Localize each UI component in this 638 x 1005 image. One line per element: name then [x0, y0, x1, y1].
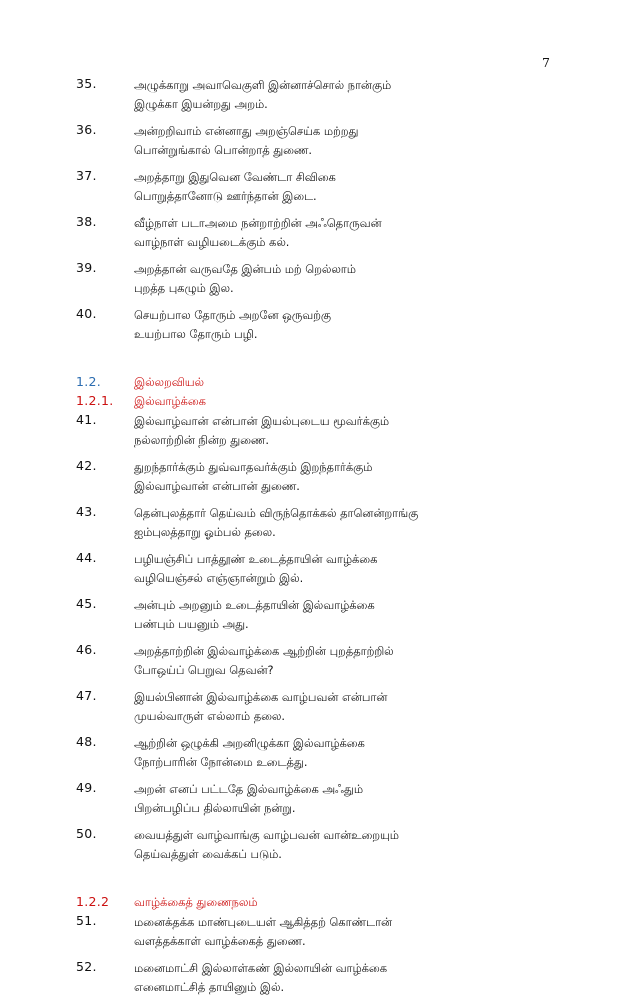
verse-line-1: ஆற்றின் ஒழுக்கி அறனிழுக்கா இல்வாழ்க்கை: [134, 736, 365, 750]
verse-line-2: வழியெஞ்சல் எஞ்ஞான்றும் இல்.: [134, 571, 304, 585]
section-title: வாழ்க்கைத் துணைநலம்: [134, 895, 258, 909]
verse-line-2: ஐம்புலத்தாறு ஓம்பல் தலை.: [134, 525, 276, 539]
verse-item: [76, 76, 576, 122]
verse-line-2: பண்பும் பயனும் அது.: [134, 617, 249, 631]
verse-number: 48.: [76, 734, 97, 749]
verse-line-1: இல்வாழ்வான் என்பான் இயல்புடைய மூவர்க்கும்: [134, 414, 390, 428]
verse-line-2: இல்வாழ்வான் என்பான் துணை.: [134, 479, 300, 493]
verse-line-1: அறத்தாறு இதுவென வேண்டா சிவிகை: [134, 170, 336, 184]
verse-number: 41.: [76, 412, 97, 427]
verse-line-1: வையத்துள் வாழ்வாங்கு வாழ்பவன் வான்உறையும்: [134, 828, 399, 842]
verse-line-2: போஒய்ப் பெறுவ தெவன்?: [134, 663, 274, 677]
verse-item: [76, 504, 576, 550]
verse-item: [76, 306, 576, 352]
verse-block-2: [76, 412, 576, 872]
verse-line-1: அழுக்காறு அவாவெகுளி இன்னாச்சொல் நான்கும்: [134, 78, 392, 92]
verse-line-2: முயல்வாருள் எல்லாம் தலை.: [134, 709, 285, 723]
verse-item: [76, 642, 576, 688]
section-heading-1-2-1: [76, 393, 576, 412]
verse-line-1: இயல்பினான் இல்வாழ்க்கை வாழ்பவன் என்பான்: [134, 690, 388, 704]
verse-line-2: உயற்பால தோரும் பழி.: [134, 327, 258, 341]
verse-item: [76, 688, 576, 734]
section-number: 1.2.: [76, 374, 102, 389]
verse-item: [76, 780, 576, 826]
section-number: 1.2.2: [76, 894, 110, 909]
verse-number: 44.: [76, 550, 97, 565]
verse-item: [76, 122, 576, 168]
verse-line-2: நல்லாற்றின் நின்ற துணை.: [134, 433, 270, 447]
verse-number: 38.: [76, 214, 97, 229]
verse-item: [76, 214, 576, 260]
verse-line-2: பொறுத்தானோடு ஊர்ந்தான் இடை.: [134, 189, 317, 203]
verse-item: [76, 168, 576, 214]
verse-line-1: வீழ்நாள் படாஅமை நன்றாற்றின் அஃதொருவன்: [134, 216, 382, 230]
verse-item: [76, 734, 576, 780]
verse-item: [76, 826, 576, 872]
verse-line-2: தெய்வத்துள் வைக்கப் படும்.: [134, 847, 282, 861]
verse-number: 42.: [76, 458, 97, 473]
verse-number: 36.: [76, 122, 97, 137]
verse-line-2: எனைமாட்சித் தாயினும் இல்.: [134, 980, 285, 994]
verse-number: 49.: [76, 780, 97, 795]
verse-line-1: மனைக்தக்க மாண்புடையள் ஆகித்தற் கொண்டான்: [134, 915, 393, 929]
verse-item: [76, 260, 576, 306]
verse-line-1: அன்பும் அறனும் உடைத்தாயின் இல்வாழ்க்கை: [134, 598, 375, 612]
verse-line-1: தென்புலத்தார் தெய்வம் விருந்தொக்கல் தானென்றாங்கு: [134, 506, 419, 520]
verse-line-1: அறத்தான் வருவதே இன்பம் மற் றெல்லாம்: [134, 262, 356, 276]
verse-number: 52.: [76, 959, 97, 974]
page-number: 7: [542, 55, 550, 70]
verse-item: [76, 913, 576, 959]
verse-line-2: பிறன்பழிப்ப தில்லாயின் நன்று.: [134, 801, 296, 815]
verse-item: [76, 412, 576, 458]
verse-line-2: புறத்த புகழும் இல.: [134, 281, 234, 295]
verse-line-2: வாழ்நாள் வழியடைக்கும் கல்.: [134, 235, 290, 249]
verse-line-2: இழுக்கா இயன்றது அறம்.: [134, 97, 268, 111]
verse-number: 37.: [76, 168, 97, 183]
verse-line-1: பழியஞ்சிப் பாத்தூண் உடைத்தாயின் வாழ்க்கை: [134, 552, 378, 566]
verse-item: [76, 458, 576, 504]
verse-number: 51.: [76, 913, 97, 928]
section-number: 1.2.1.: [76, 393, 114, 408]
verse-line-2: பொன்றுங்கால் பொன்றாத் துணை.: [134, 143, 313, 157]
verse-number: 47.: [76, 688, 97, 703]
verse-number: 39.: [76, 260, 97, 275]
section-heading-1-2: [76, 374, 576, 393]
verse-line-1: அறன் எனப் பட்டதே இல்வாழ்க்கை அஃதும்: [134, 782, 364, 796]
verse-number: 35.: [76, 76, 97, 91]
verse-item: [76, 959, 576, 1005]
verse-item: [76, 596, 576, 642]
section-title: இல்வாழ்க்கை: [134, 394, 206, 408]
verse-line-2: வளத்தக்காள் வாழ்க்கைத் துணை.: [134, 934, 306, 948]
verse-line-1: மனைமாட்சி இல்லாள்கண் இல்லாயின் வாழ்க்கை: [134, 961, 388, 975]
verse-line-1: அறத்தாற்றின் இல்வாழ்க்கை ஆற்றின் புறத்தாற்றில்: [134, 644, 394, 658]
verse-list: [76, 76, 576, 1005]
verse-number: 45.: [76, 596, 97, 611]
verse-line-2: நோற்பாரின் நோன்மை உடைத்து.: [134, 755, 308, 769]
verse-item: [76, 550, 576, 596]
verse-line-1: அன்றறிவாம் என்னாது அறஞ்செய்க மற்றது: [134, 124, 359, 138]
section-title: இல்லறவியல்: [134, 375, 204, 389]
verse-line-1: துறந்தார்க்கும் துவ்வாதவர்க்கும் இறந்தார்க்கும்: [134, 460, 373, 474]
verse-number: 40.: [76, 306, 97, 321]
verse-block-3: [76, 913, 576, 1005]
section-heading-1-2-2: [76, 894, 576, 913]
verse-number: 43.: [76, 504, 97, 519]
verse-line-1: செயற்பால தோரும் அறனே ஒருவற்கு: [134, 308, 331, 322]
verse-number: 46.: [76, 642, 97, 657]
verse-block-1: [76, 76, 576, 352]
verse-number: 50.: [76, 826, 97, 841]
